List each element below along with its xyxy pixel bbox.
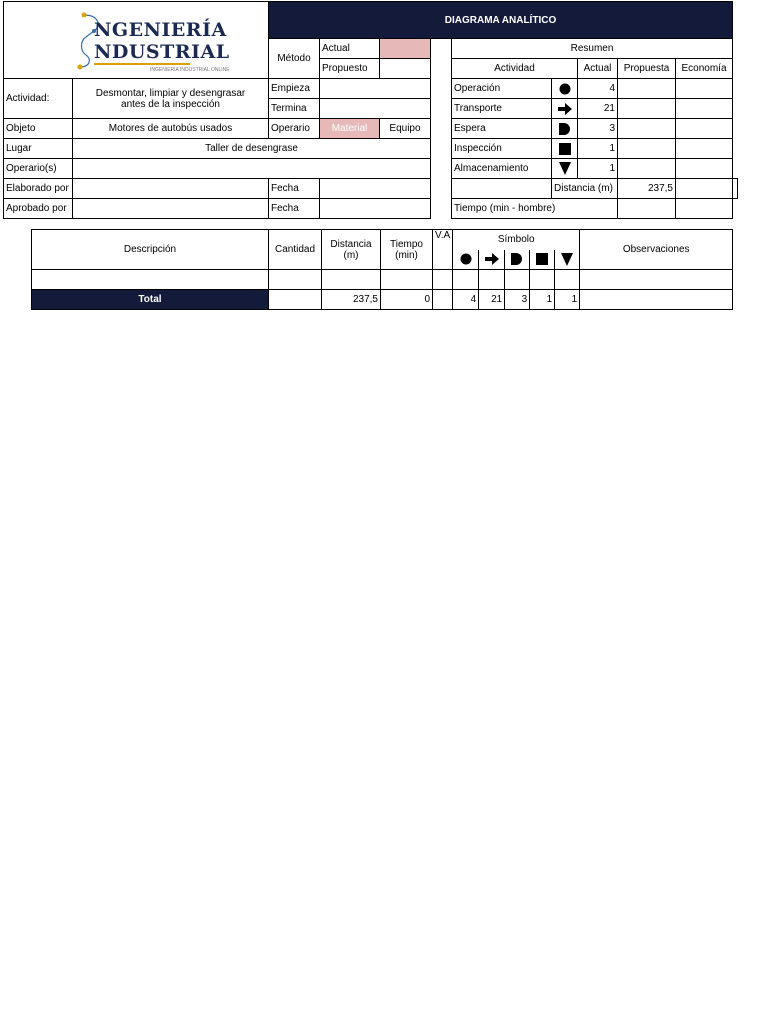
- aprobado-label: Aprobado por: [4, 199, 73, 219]
- triangle-down-icon: [552, 159, 578, 179]
- col-tiempo: Tiempo (min): [381, 230, 433, 270]
- resumen-row-name: Inspección: [452, 139, 552, 159]
- arrow-right-icon: [552, 99, 578, 119]
- empieza-label: Empieza: [269, 79, 320, 99]
- d-shape-icon: [505, 250, 530, 270]
- resumen-row-actual: 4: [578, 79, 618, 99]
- fecha-label: Fecha: [269, 199, 320, 219]
- operario-label: Operario: [269, 119, 320, 139]
- d-shape-icon: [552, 119, 578, 139]
- resumen-propuesta-col: Propuesta: [618, 59, 676, 79]
- circle-icon: [453, 250, 479, 270]
- col-observaciones: Observaciones: [580, 230, 733, 270]
- circle-icon: [552, 79, 578, 99]
- square-icon: [530, 250, 555, 270]
- total-operacion: 4: [453, 290, 479, 310]
- resumen-row-name: Operación: [452, 79, 552, 99]
- triangle-down-icon: [555, 250, 580, 270]
- total-transporte: 21: [479, 290, 505, 310]
- resumen-actual-col: Actual: [578, 59, 618, 79]
- lugar-label: Lugar: [4, 139, 73, 159]
- objeto-value: Motores de autobús usados: [73, 119, 269, 139]
- col-simbolo: Símbolo: [453, 230, 580, 250]
- distancia-label: Distancia (m): [552, 179, 618, 199]
- diagram-title: DIAGRAMA ANALÍTICO: [269, 2, 733, 39]
- fecha-label: Fecha: [269, 179, 320, 199]
- resumen-row-name: Transporte: [452, 99, 552, 119]
- resumen-row-actual: 21: [578, 99, 618, 119]
- resumen-row-actual: 1: [578, 159, 618, 179]
- resumen-title: Resumen: [452, 39, 733, 59]
- total-tiempo: 0: [381, 290, 433, 310]
- propuesto-label: Propuesto: [320, 59, 380, 79]
- logo-cell: [4, 2, 269, 79]
- resumen-row-name: Almacenamiento: [452, 159, 552, 179]
- total-almacenamiento: 1: [555, 290, 580, 310]
- actividad-label: Actividad:: [4, 79, 73, 119]
- material-label: Material: [320, 119, 380, 139]
- actual-marker: [380, 39, 431, 59]
- col-distancia: Distancia (m): [322, 230, 381, 270]
- resumen-economia-col: Economía: [676, 59, 733, 79]
- metodo-label: Método: [269, 39, 320, 79]
- operarios-label: Operario(s): [4, 159, 73, 179]
- col-descripcion: Descripción: [32, 230, 269, 270]
- col-cantidad: Cantidad: [269, 230, 322, 270]
- total-label: Total: [32, 290, 269, 310]
- actual-label: Actual: [320, 39, 380, 59]
- total-distancia: 237,5: [322, 290, 381, 310]
- logo-line2: NDUSTRIAL: [94, 41, 230, 63]
- resumen-row-name: Espera: [452, 119, 552, 139]
- lugar-value: Taller de desengrase: [73, 139, 431, 159]
- equipo-label: Equipo: [380, 119, 431, 139]
- elaborado-label: Elaborado por: [4, 179, 73, 199]
- logo-tag: INGENIERIA INDUSTRIAL ONLINE: [150, 67, 230, 73]
- header-table: [3, 1, 738, 219]
- total-espera: 3: [505, 290, 530, 310]
- termina-label: Termina: [269, 99, 320, 119]
- activity-table: [31, 229, 733, 310]
- logo-line1: NGENIERÍA: [94, 19, 227, 41]
- objeto-label: Objeto: [4, 119, 73, 139]
- col-va: V.A: [433, 230, 453, 270]
- total-inspeccion: 1: [530, 290, 555, 310]
- arrow-right-icon: [479, 250, 505, 270]
- square-icon: [552, 139, 578, 159]
- resumen-row-actual: 1: [578, 139, 618, 159]
- tiempo-label: Tiempo (min - hombre): [452, 199, 618, 219]
- resumen-actividad-col: Actividad: [452, 59, 578, 79]
- resumen-row-actual: 3: [578, 119, 618, 139]
- actividad-value: Desmontar, limpiar y desengrasar antes de la inspección: [73, 79, 269, 119]
- distancia-value: 237,5: [618, 179, 676, 199]
